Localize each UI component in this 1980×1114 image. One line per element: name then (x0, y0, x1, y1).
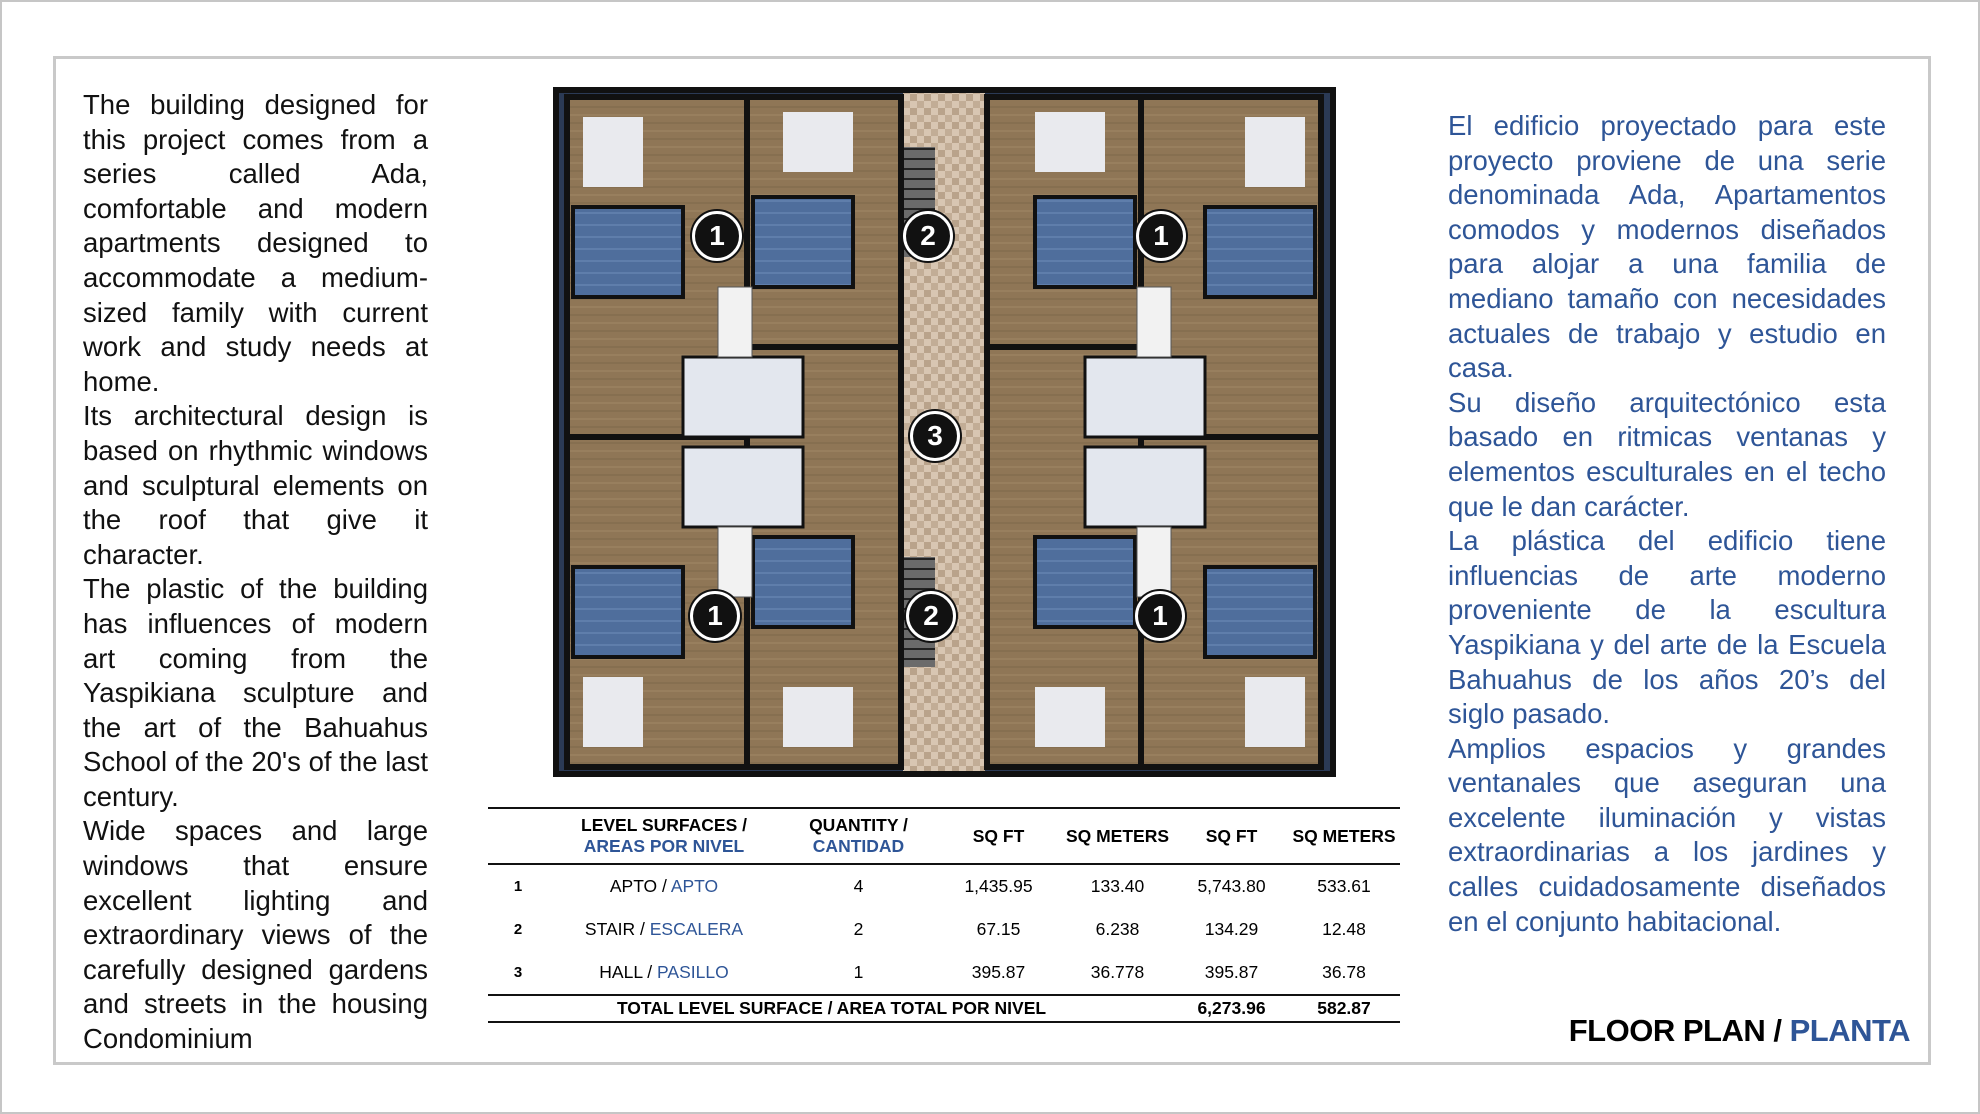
row-quantity: 2 (853, 919, 864, 939)
spanish-paragraph: Amplios espacios y grandes ventanales que aseguran una excelente iluminación y vistas extraordinarias a los jardines y calles cuidadosamente diseñados en el conjunto habitacional. (1448, 732, 1886, 937)
stair-marker: 2 (906, 591, 956, 641)
table-header-row (488, 808, 1400, 864)
english-paragraph: The building designed for this project comes from a series called Ada, comfortable and modern apartments designed to accommodate a medium-sized family with current work and study needs at home. (83, 89, 428, 397)
total-sqft: 6,273.96 (1197, 998, 1266, 1018)
row-name: APTO / APTO (609, 876, 719, 896)
row-number: 1 (513, 878, 523, 895)
row-sqft-total: 134.29 (1204, 919, 1259, 939)
floor-plan-render (553, 87, 1336, 777)
row-sqm: 133.40 (1090, 876, 1145, 896)
row-number: 3 (513, 964, 523, 981)
table-row (488, 951, 1400, 995)
row-sqft: 1,435.95 (964, 876, 1033, 896)
english-paragraph: Its architectural design is based on rhythmic windows and sculptural elements on the roof that give it character. (83, 400, 428, 570)
header-level: LEVEL SURFACES / AREAS POR NIVEL (581, 815, 747, 856)
header-quantity: QUANTITY / CANTIDAD (809, 815, 908, 856)
row-sqm: 36.778 (1090, 962, 1145, 982)
header-sqm: SQ METERS (1065, 825, 1170, 846)
header-sqft-total: SQ FT (1205, 825, 1258, 846)
english-paragraph: The plastic of the building has influences of modern art coming from the Yaspikiana sculpture and the art of the Bahuahus School of the 20's of the last century. (83, 573, 428, 812)
row-name: HALL / PASILLO (599, 962, 729, 982)
table-total-row (488, 995, 1400, 1022)
row-sqft-total: 395.87 (1204, 962, 1259, 982)
header-sqm-total: SQ METERS (1292, 825, 1396, 846)
spanish-paragraph: Su diseño arquitectónico esta basado en ritmicas ventanas y elementos esculturales en el techo que le dan carácter. (1448, 386, 1886, 522)
row-quantity: 1 (853, 962, 864, 982)
english-description (83, 88, 428, 1057)
apartment-marker: 1 (1135, 591, 1185, 641)
area-table (488, 807, 1400, 1023)
row-sqm: 6.238 (1095, 919, 1140, 939)
table-row (488, 864, 1400, 908)
apartment-marker: 1 (690, 591, 740, 641)
apartment-marker: 1 (1136, 211, 1186, 261)
spanish-paragraph: La plástica del edificio tiene influencias de arte moderno proveniente de la escultura Yaspikiana y del arte de la Escuela Bahuahus de los años 20’s del siglo pasado. (1448, 525, 1886, 730)
row-sqm-total: 533.61 (1317, 876, 1371, 896)
row-sqft-total: 5,743.80 (1197, 876, 1266, 896)
stair-marker: 2 (903, 211, 953, 261)
table-row (488, 908, 1400, 951)
row-sqft: 67.15 (976, 919, 1021, 939)
hall-marker: 3 (910, 411, 960, 461)
row-quantity: 4 (853, 876, 864, 896)
english-paragraph: Wide spaces and large windows that ensure excellent lighting and extraordinary views of the carefully designed gardens and streets in the housing Condominium (83, 815, 428, 1055)
left-wing (567, 97, 901, 767)
spanish-paragraph: El edificio proyectado para este proyecto proviene de una serie denominada Ada, Apartamentos comodos y modernos diseñados para alojar a una familia de mediano tamaño con necesidades actuales de trabajo y estudio en casa. (1448, 110, 1886, 384)
row-sqm-total: 36.78 (1322, 962, 1366, 982)
total-label: TOTAL LEVEL SURFACE / AREA TOTAL POR NIVEL (616, 998, 1047, 1018)
spanish-description (1448, 109, 1886, 939)
total-sqm: 582.87 (1317, 998, 1371, 1018)
page-title: FLOOR PLAN / PLANTA (1568, 1013, 1910, 1048)
row-sqft: 395.87 (971, 962, 1026, 982)
row-sqm-total: 12.48 (1322, 919, 1366, 939)
apartment-marker: 1 (692, 211, 742, 261)
row-number: 2 (513, 921, 523, 938)
header-number (488, 808, 548, 864)
row-name: STAIR / ESCALERA (584, 919, 744, 939)
header-sqft: SQ FT (972, 825, 1025, 846)
right-wing (987, 97, 1321, 767)
